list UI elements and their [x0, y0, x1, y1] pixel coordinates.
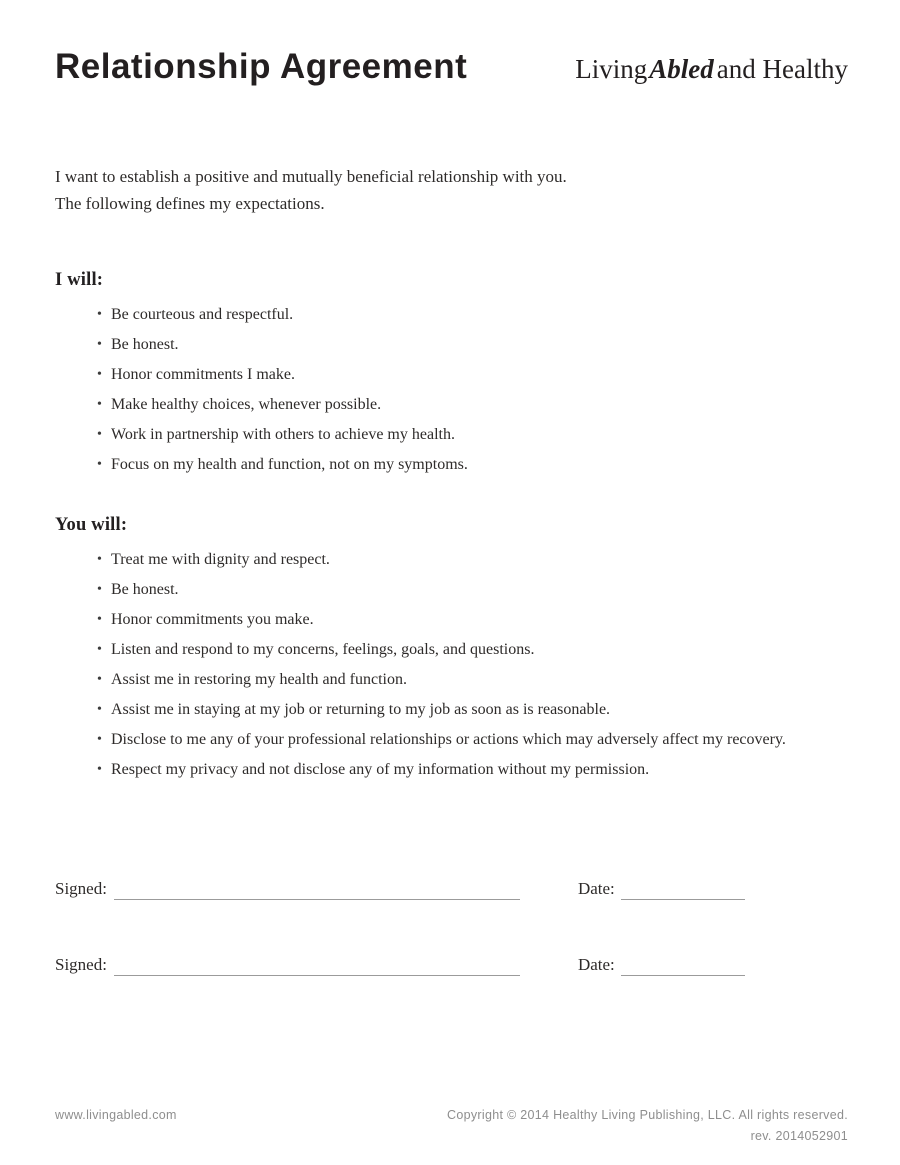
footer	[55, 1105, 848, 1146]
list-item: • Respect my privacy and not disclose any of my information without my permission.	[55, 758, 848, 782]
intro-paragraph	[55, 163, 845, 218]
list-item: • Honor commitments you make.	[55, 608, 848, 632]
list-item: • Listen and respond to my concerns, feelings, goals, and questions.	[55, 638, 848, 662]
list-item: • Honor commitments I make.	[55, 363, 848, 387]
copyright-text: Copyright © 2014 Healthy Living Publishing, LLC. All rights reserved.	[447, 1108, 848, 1122]
brand-word-abled: Abled	[649, 54, 714, 84]
section-heading-i-will: I will:	[55, 269, 104, 290]
revision-text: rev. 2014052901	[750, 1128, 848, 1143]
list-item: • Be honest.	[55, 333, 848, 357]
brand-word-and-healthy: and Healthy	[716, 54, 848, 84]
brand-logo	[575, 54, 848, 85]
intro-line-2: The following defines my expectations.	[55, 194, 325, 214]
signature-line[interactable]	[114, 954, 520, 976]
section-i-will	[55, 270, 848, 477]
date-label: Date:	[577, 954, 615, 974]
signature-row-2	[55, 954, 848, 976]
list-item: • Assist me in staying at my job or returning to my job as soon as is reasonable.	[55, 698, 848, 722]
header	[0, 0, 900, 87]
date-label: Date:	[577, 878, 615, 898]
list-item: • Work in partnership with others to achieve my health.	[55, 423, 848, 447]
date-line[interactable]	[621, 878, 745, 900]
signed-label: Signed:	[55, 878, 107, 898]
section-you-will	[55, 515, 848, 782]
list-item: • Focus on my health and function, not on my symptoms.	[55, 453, 848, 477]
section-heading-you-will: You will:	[55, 514, 128, 535]
page-title: Relationship Agreement	[55, 47, 468, 86]
list-item: • Be honest.	[55, 578, 848, 602]
signature-row-1	[55, 878, 848, 900]
signature-block	[55, 878, 848, 976]
i-will-list	[55, 303, 848, 477]
signed-label: Signed:	[55, 954, 107, 974]
you-will-list	[55, 548, 848, 782]
brand-word-living: Living	[575, 54, 648, 84]
list-item: • Disclose to me any of your professional relationships or actions which may adversely affect my recovery.	[55, 728, 848, 752]
list-item: • Make healthy choices, whenever possible.	[55, 393, 848, 417]
list-item: • Assist me in restoring my health and function.	[55, 668, 848, 692]
signature-line[interactable]	[114, 878, 520, 900]
website-link[interactable]: www.livingabled.com	[55, 1108, 177, 1122]
list-item: • Be courteous and respectful.	[55, 303, 848, 327]
list-item: • Treat me with dignity and respect.	[55, 548, 848, 572]
intro-line-1: I want to establish a positive and mutually beneficial relationship with you.	[55, 166, 567, 186]
date-line[interactable]	[621, 954, 745, 976]
